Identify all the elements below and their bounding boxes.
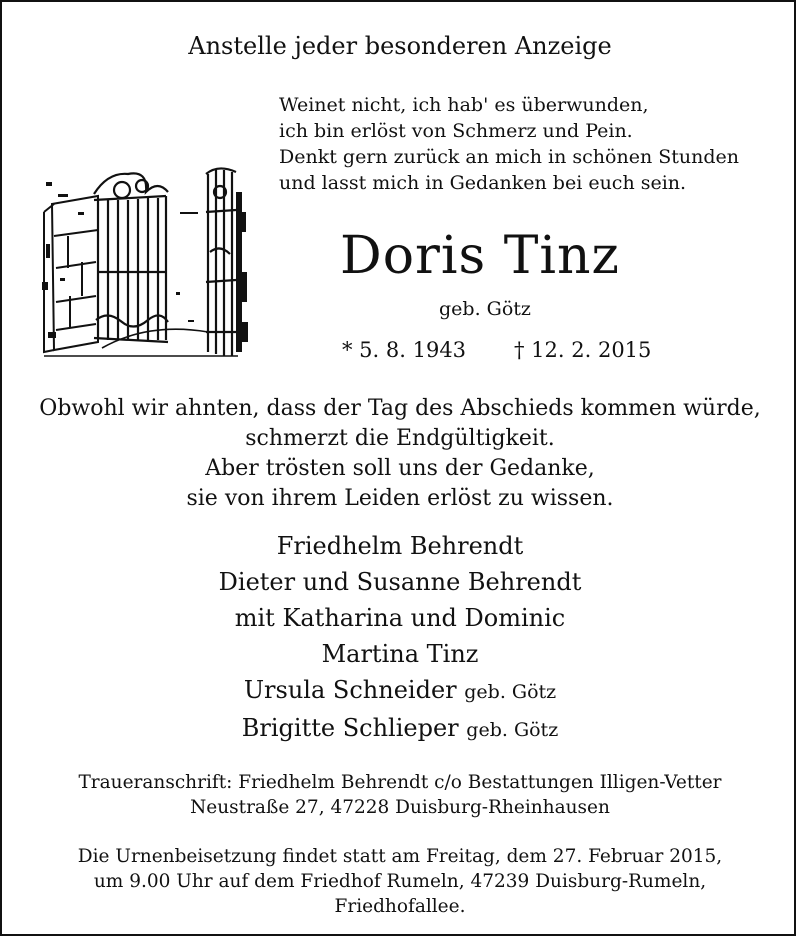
header: Anstelle jeder besonderen Anzeige <box>188 32 612 60</box>
poem <box>279 92 739 196</box>
message-line: Aber trösten soll uns der Gedanke, <box>205 456 595 481</box>
address-line: Neustraße 27, 47228 Duisburg-Rheinhausen <box>190 797 610 818</box>
death-date: † 12. 2. 2015 <box>514 338 652 362</box>
birth-date: * 5. 8. 1943 <box>342 338 467 362</box>
poem-line: ich bin erlöst von Schmerz und Pein. <box>279 120 633 142</box>
address-line: Traueranschrift: Friedhelm Behrendt c/o Bestattungen Illigen-Vetter <box>78 772 722 793</box>
mourner: Brigitte Schlieper geb. Götz <box>241 714 559 742</box>
mourner: Dieter und Susanne Behrendt <box>218 568 582 596</box>
poem-line: Weinet nicht, ich hab' es überwunden, <box>279 94 649 116</box>
burial-line: Die Urnenbeisetzung findet statt am Freitag, dem 27. Februar 2015, <box>77 846 723 867</box>
mourner: mit Katharina und Dominic <box>234 604 566 632</box>
message <box>2 394 798 514</box>
mourner: Ursula Schneider geb. Götz <box>243 676 557 704</box>
mourner-birth-name: geb. Götz <box>466 719 559 741</box>
mourner: Friedhelm Behrendt <box>276 532 524 560</box>
poem-line: und lasst mich in Gedanken bei euch sein. <box>279 172 687 194</box>
message-line: schmerzt die Endgültigkeit. <box>245 426 555 451</box>
burial-line: Friedhofallee. <box>334 896 466 917</box>
poem-line: Denkt gern zurück an mich in schönen Stunden <box>279 146 739 168</box>
garden-gate-icon <box>38 152 260 374</box>
mourners-list <box>2 528 798 748</box>
mourning-address <box>2 770 798 820</box>
message-line: sie von ihrem Leiden erlöst zu wissen. <box>186 486 614 511</box>
mourner-birth-name: geb. Götz <box>464 681 557 703</box>
burial-info <box>2 844 798 919</box>
message-line: Obwohl wir ahnten, dass der Tag des Abschieds kommen würde, <box>39 396 761 421</box>
birth-name: geb. Götz <box>439 298 531 320</box>
burial-line: um 9.00 Uhr auf dem Friedhof Rumeln, 47239 Duisburg-Rumeln, <box>93 871 707 892</box>
deceased-name: Doris Tinz <box>340 226 620 286</box>
mourner: Martina Tinz <box>321 640 479 668</box>
